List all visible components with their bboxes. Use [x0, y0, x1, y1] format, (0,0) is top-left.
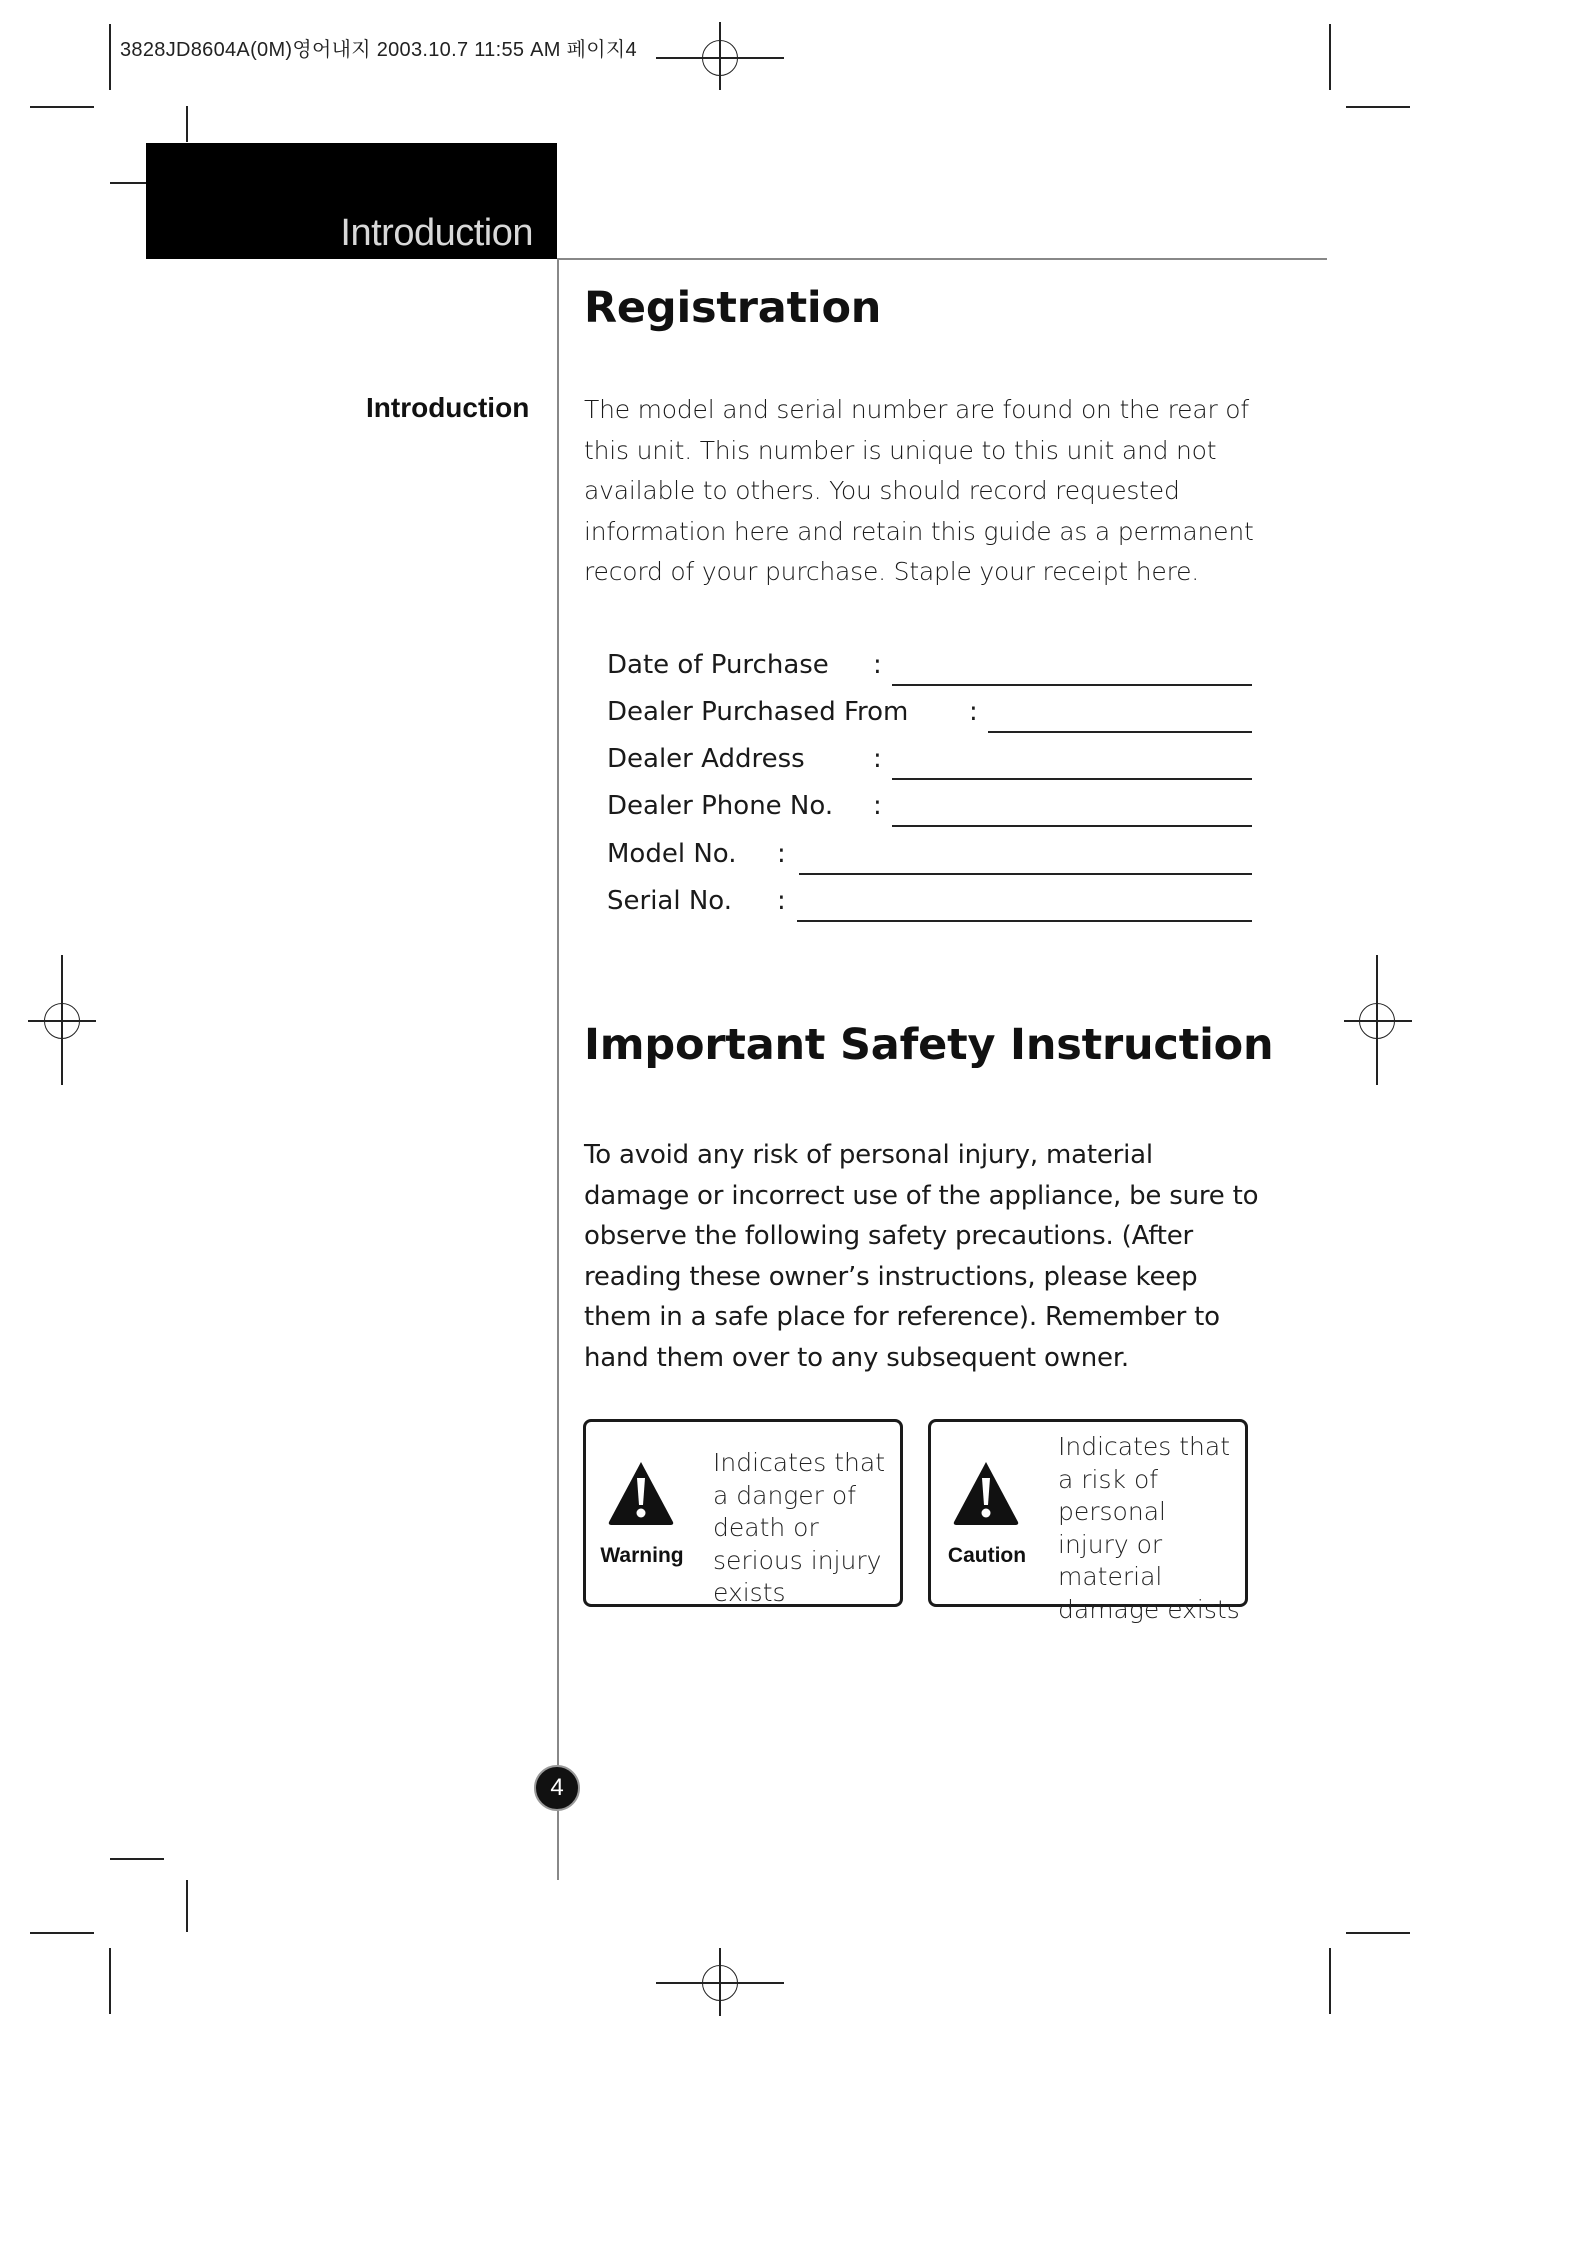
- field-colon: :: [873, 791, 882, 821]
- safety-title: Important Safety Instruction: [584, 1020, 1274, 1070]
- field-fill-line[interactable]: [892, 684, 1252, 686]
- caution-notice: [928, 1419, 1248, 1624]
- page-number: 4: [534, 1765, 580, 1811]
- section-header-title: Introduction: [340, 212, 533, 254]
- caution-description: Indicates that a risk of personal injury or material damage exists: [1058, 1432, 1240, 1624]
- safety-paragraph: To avoid any risk of personal injury, material damage or incorrect use of the appliance, be sure to observe the following safety precautions. (After reading these owner’s instructions, please keep them in a safe place for reference). Remember to hand them over to any subsequent owner.: [584, 1140, 1259, 1373]
- field-colon: :: [777, 839, 786, 869]
- warning-description: Indicates that a danger of death or serious injury exists: [713, 1448, 886, 1607]
- field-label: Dealer Address: [607, 744, 805, 774]
- field-colon: :: [873, 744, 882, 774]
- registration-paragraph: The model and serial number are found on the rear of this unit. This number is unique to this unit and not available to others. You should record requested information here and retain this guide as a permanent record of your purchase. Staple your receipt here.: [584, 395, 1254, 586]
- field-model-no: [607, 839, 1252, 879]
- field-fill-line[interactable]: [799, 873, 1252, 875]
- field-label: Dealer Purchased From: [607, 697, 909, 727]
- warning-notice: [583, 1419, 903, 1607]
- field-colon: :: [777, 886, 786, 916]
- field-fill-line[interactable]: [797, 920, 1252, 922]
- field-fill-line[interactable]: [892, 778, 1252, 780]
- field-serial-no: [607, 886, 1252, 926]
- field-colon: :: [873, 650, 882, 680]
- caution-label: Caution: [947, 1544, 1027, 1567]
- warning-triangle-icon: [606, 1458, 676, 1528]
- field-date-of-purchase: [607, 650, 1252, 690]
- header-rule: [557, 258, 1327, 260]
- field-fill-line[interactable]: [988, 731, 1252, 733]
- field-label: Serial No.: [607, 886, 732, 916]
- section-header: [146, 143, 557, 259]
- field-label: Model No.: [607, 839, 737, 869]
- field-label: Dealer Phone No.: [607, 791, 834, 821]
- warning-label: Warning: [600, 1544, 684, 1567]
- side-section-label: Introduction: [366, 392, 530, 423]
- field-dealer-purchased-from: [607, 697, 1252, 737]
- field-label: Date of Purchase: [607, 650, 829, 680]
- caution-triangle-icon: [951, 1458, 1021, 1528]
- field-fill-line[interactable]: [892, 825, 1252, 827]
- registration-title: Registration: [584, 283, 882, 333]
- field-dealer-phone: [607, 791, 1252, 831]
- column-divider: [557, 258, 559, 1880]
- field-dealer-address: [607, 744, 1252, 784]
- print-slug: 3828JD8604A(0M)영어내지 2003.10.7 11:55 AM 페이지4: [120, 39, 637, 61]
- field-colon: :: [969, 697, 978, 727]
